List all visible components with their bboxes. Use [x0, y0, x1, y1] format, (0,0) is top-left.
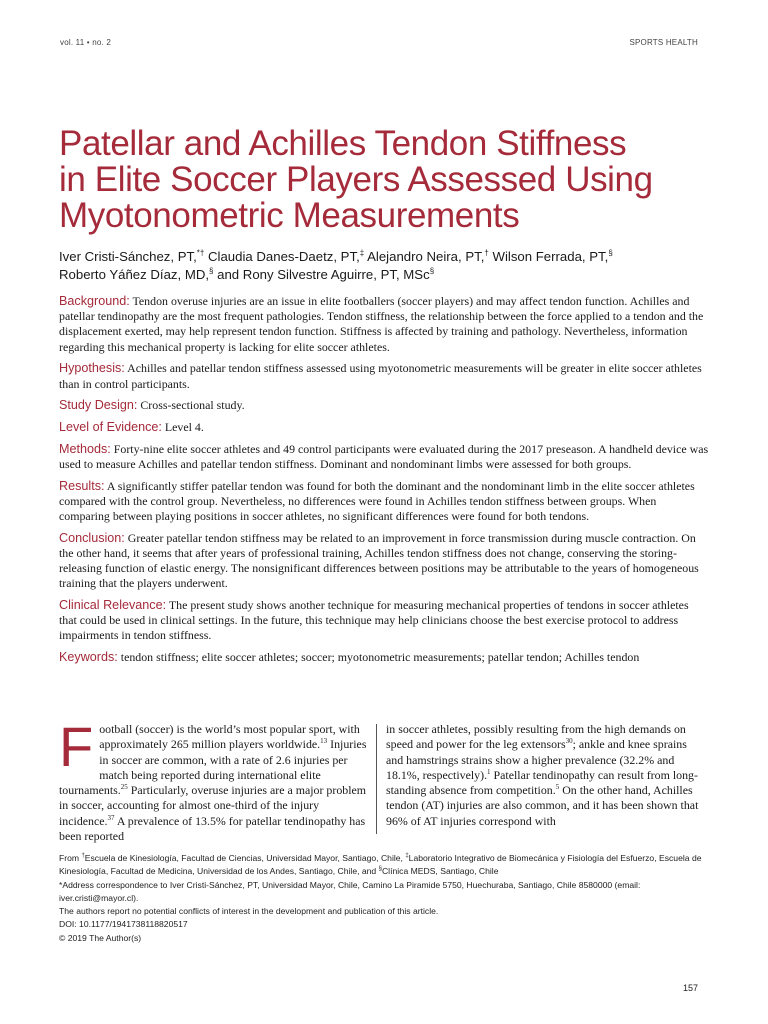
text-run: Particularly, overuse injuries are a major problem in soccer, accounting for almost one-third of the injury incidence. [59, 783, 367, 828]
abstract-methods [59, 442, 709, 472]
journal-name: SPORTS HEALTH [629, 38, 698, 47]
text-run: Clínica MEDS, Santiago, Chile [381, 866, 499, 877]
section-text: Achilles and patellar tendon stiffness assessed using myotonometric measurements will be greater in elite soccer athletes than in control participants. [59, 361, 702, 391]
title-line-1: Patellar and Achilles Tendon Stiffness [59, 124, 627, 163]
body-text [59, 715, 709, 844]
body-column-left [59, 715, 371, 844]
abstract-study-design [59, 398, 709, 413]
author-affiliation-mark: § [608, 248, 613, 258]
section-text: Tendon overuse injuries are an issue in elite footballers (soccer players) and may affect tendon function. Achilles and patellar tendinopathy are the most frequent pathologies. Tendon stiffness, the relationship between the force applied to a tendon and the displacement exerted, may help represent tendon function. Stiffness is affected by training and pathology. Nevertheless, information regarding this mechanical property is lacking for elite soccer athletes. [59, 294, 704, 354]
text-run: ; ankle and knee sprains and hamstrings strains show a higher prevalence (32.2% and 18.1%, respectively). [386, 737, 687, 782]
volume-issue: vol. 11 • no. 2 [60, 38, 112, 47]
title-line-3: Myotonometric Measurements [59, 196, 520, 235]
section-heading: Results: [59, 478, 105, 493]
intro-paragraph-continued [386, 722, 706, 829]
article-title [59, 126, 719, 234]
section-text: Greater patellar tendon stiffness may be related to an improvement in force transmission during muscle contraction. On the other hand, it seems that after years of professional training, Achilles tendon stiffness does not change, conserving the storing-releasing function of elastic energy. The nonsignificant differences between positions may be attributable to the years of homogeneous training that the players underwent. [59, 530, 699, 591]
author-affiliation-mark: § [429, 266, 435, 276]
text-run: Laboratorio Integrativo de Biomecánica y Fisiología del Esfuerzo, Escuela de Kinesiología, Facultad de Medicina, Universidad de los Andes, Santiago, Chile, and [59, 853, 702, 877]
author: Wilson Ferrada, PT, [488, 249, 609, 264]
copyright: © 2019 The Author(s) [59, 932, 142, 943]
affiliation-mark: ‡ [405, 853, 409, 860]
section-heading: Methods: [59, 441, 111, 456]
citation: 13 [320, 737, 328, 746]
author: Claudia Danes-Daetz, PT, [204, 249, 360, 264]
correspondence-note: *Address correspondence to Iver Cristi-Sánchez, PT, Universidad Mayor, Chile, Camino La Piramide 5750, Huechuraba, Santiago, Chile 8580000 (email: iver.cristi@mayor.cl). [59, 879, 641, 903]
text-run: A prevalence of 13.5% for patellar tendinopathy has been reported [59, 813, 366, 844]
footnotes [59, 852, 709, 945]
author-affiliation-mark: *† [196, 248, 205, 258]
author: Iver Cristi-Sánchez, PT, [59, 249, 197, 264]
author-list [59, 248, 719, 284]
abstract [59, 294, 709, 672]
text-run: Injuries in soccer are common, with a rate of 2.6 injuries per match being reported during international elite tournaments. [59, 737, 367, 798]
abstract-level-of-evidence [59, 420, 709, 435]
intro-paragraph [59, 715, 371, 844]
abstract-results [59, 479, 709, 525]
citation: 30 [565, 737, 573, 746]
section-heading: Keywords: [59, 650, 118, 665]
citation: 1 [487, 767, 491, 776]
text-run: in soccer athletes, possibly resulting from the high demands on speed and power for the leg extensors [386, 722, 686, 752]
section-text: Forty-nine elite soccer athletes and 49 control participants were evaluated during the 2017 preseason. A handheld device was used to measure Achilles and patellar tendon stiffness. Dominant and nondominant limbs were assessed for both groups. [59, 441, 709, 471]
affiliation-mark: § [378, 866, 382, 873]
author-affiliation-mark: † [484, 248, 489, 258]
text-run: From [59, 853, 82, 863]
affiliations-note [59, 852, 709, 879]
section-text: tendon stiffness; elite soccer athletes; soccer; myotonometric measurements; patellar tendon; Achilles tendon [117, 650, 640, 665]
author: and Rony Silvestre Aguirre, PT, MSc [213, 267, 430, 282]
section-text: The present study shows another technique for measuring mechanical properties of tendons in soccer athletes that could be used in clinical settings. In the future, this technique may help clinicians choose the best exercise protocol to address impairments in tendon stiffness. [59, 597, 689, 643]
section-heading: Level of Evidence: [59, 419, 162, 434]
running-head [60, 38, 698, 52]
section-heading: Conclusion: [59, 530, 125, 545]
author-affiliation-mark: ‡ [359, 248, 365, 258]
text-run: On the other hand, Achilles tendon (AT) injuries are also common, and it has been shown that 96% of AT injuries correspond with [386, 783, 699, 828]
section-text: A significantly stiffer patellar tendon was found for both the dominant and the nondominant limb in the elite soccer athletes compared with the control group. Nevertheless, no differences were found in Achilles tendon stiffness between groups. When comparing between playing positions in soccer athletes, no significant differences were found for both tendons. [59, 478, 695, 523]
column-divider [376, 724, 377, 834]
section-text: Cross-sectional study. [137, 398, 245, 413]
abstract-conclusion [59, 531, 709, 592]
section-heading: Study Design: [59, 398, 138, 413]
text-run: Escuela de Kinesiología, Facultad de Ciencias, Universidad Mayor, Santiago, Chile, [84, 853, 406, 863]
abstract-keywords [59, 650, 709, 665]
citation: 25 [120, 783, 128, 792]
drop-cap: F [59, 715, 94, 778]
author: Alejandro Neira, PT, [364, 249, 485, 264]
doi: DOI: 10.1177/1941738118820517 [59, 919, 188, 930]
author: Roberto Yáñez Díaz, MD, [59, 267, 210, 282]
citation: 37 [107, 813, 115, 822]
affiliation-mark: † [81, 853, 85, 860]
abstract-clinical-relevance [59, 598, 709, 644]
title-line-2: in Elite Soccer Players Assessed Using [59, 160, 653, 199]
conflicts-note: The authors report no potential conflicts of interest in the development and publication of this article. [59, 906, 439, 917]
page-number: 157 [682, 983, 698, 993]
citation: 5 [555, 783, 560, 792]
text-run: Patellar tendinopathy can result from long-standing absence from competition. [386, 767, 698, 798]
author-affiliation-mark: § [209, 266, 214, 276]
section-heading: Background: [59, 294, 130, 308]
abstract-background [59, 294, 709, 355]
text-run: ootball (soccer) is the world’s most popular sport, with approximately 265 million players worldwide. [99, 722, 360, 752]
section-heading: Hypothesis: [59, 361, 125, 376]
section-text: Level 4. [161, 419, 204, 434]
body-column-right [386, 722, 706, 829]
section-heading: Clinical Relevance: [59, 597, 167, 612]
abstract-hypothesis [59, 361, 709, 391]
